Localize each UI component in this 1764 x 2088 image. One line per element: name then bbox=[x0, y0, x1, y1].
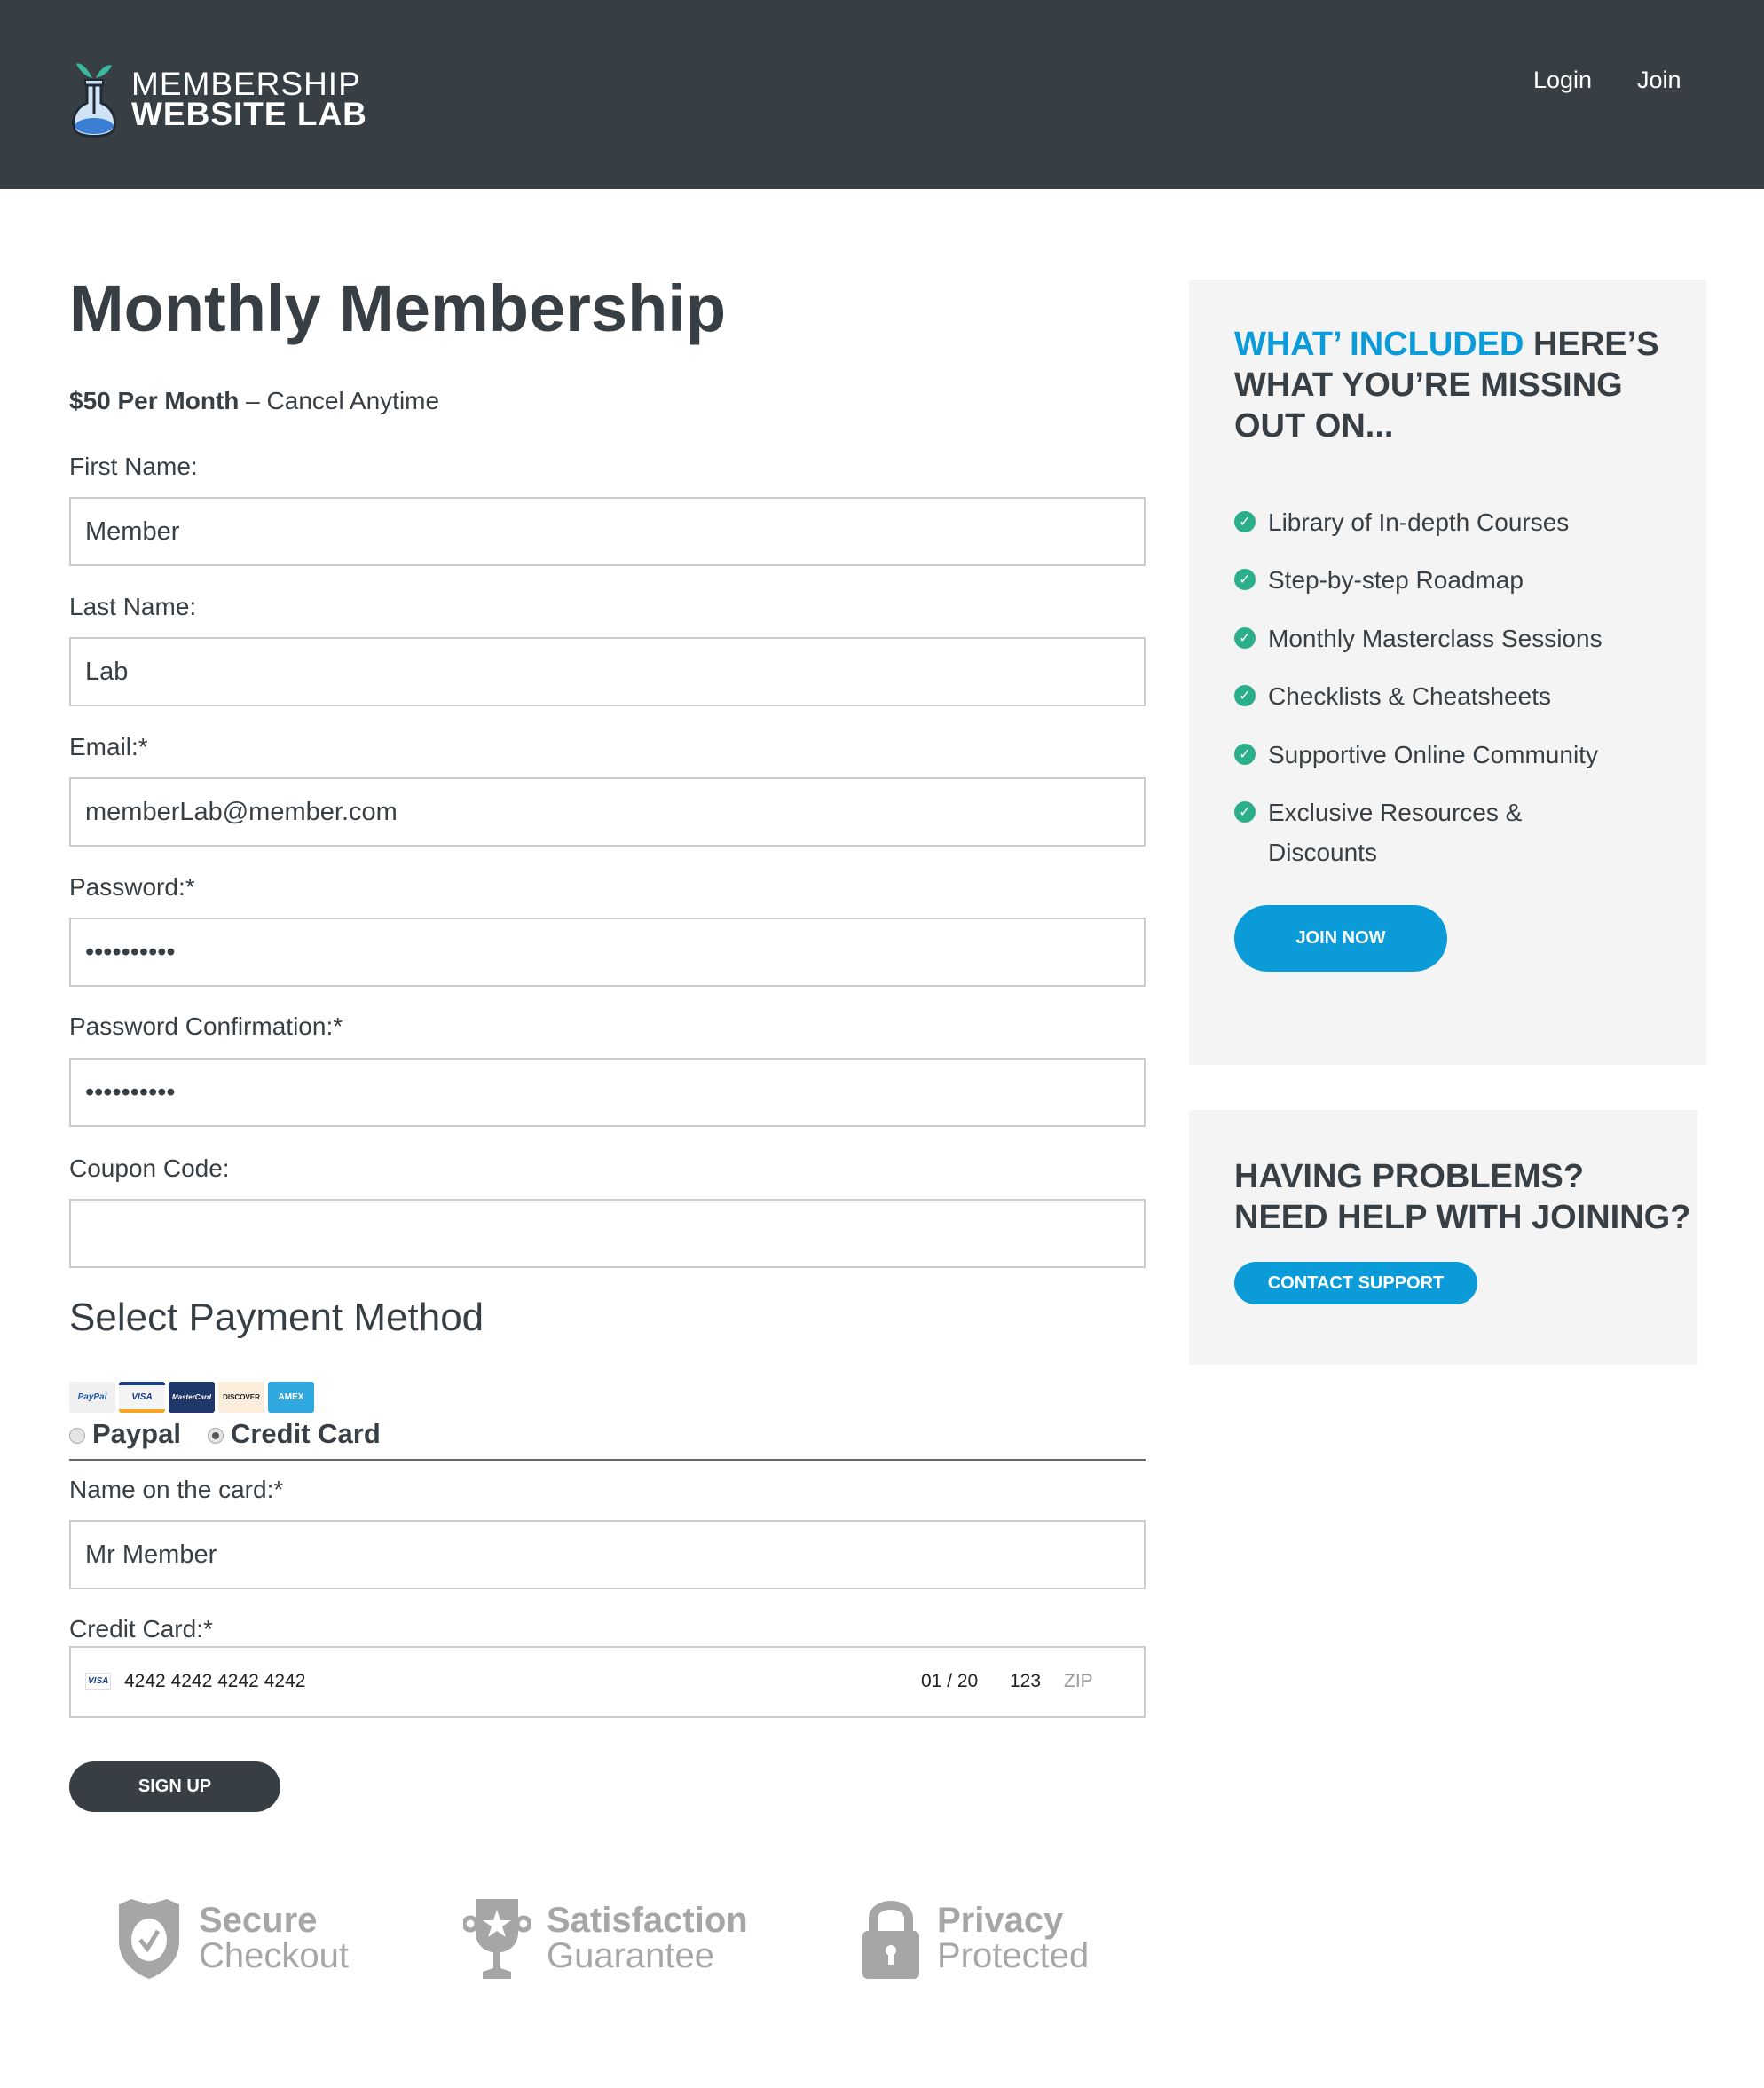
price-amount: $50 Per Month bbox=[69, 387, 240, 414]
page-title: Monthly Membership bbox=[69, 272, 727, 345]
check-circle-icon: ✓ bbox=[1234, 801, 1256, 823]
card-zip[interactable]: ZIP bbox=[1064, 1671, 1093, 1691]
credit-card-input[interactable] bbox=[69, 1646, 1146, 1718]
payment-options bbox=[69, 1418, 381, 1450]
trust-subtitle: Checkout bbox=[199, 1936, 349, 1975]
contact-support-button[interactable]: CONTACT SUPPORT bbox=[1234, 1262, 1477, 1304]
included-item-text: Checklists & Cheatsheets bbox=[1268, 682, 1552, 710]
included-item bbox=[1234, 619, 1603, 658]
name-on-card-input[interactable]: Mr Member bbox=[69, 1520, 1146, 1589]
included-item bbox=[1234, 792, 1589, 872]
coupon-input[interactable] bbox=[69, 1199, 1146, 1268]
trust-subtitle: Protected bbox=[937, 1936, 1090, 1975]
visa-card-icon: VISA bbox=[85, 1673, 111, 1690]
price-text bbox=[69, 387, 439, 415]
site-header bbox=[0, 0, 1764, 189]
discover-logo-icon: DISCOVER bbox=[218, 1382, 264, 1413]
included-item bbox=[1234, 735, 1598, 775]
amex-logo-icon: AMEX bbox=[268, 1382, 314, 1413]
check-circle-icon: ✓ bbox=[1234, 627, 1256, 649]
trust-satisfaction bbox=[463, 1897, 748, 1979]
trust-title: Satisfaction bbox=[547, 1901, 748, 1940]
included-item-text: Step-by-step Roadmap bbox=[1268, 566, 1524, 594]
check-circle-icon: ✓ bbox=[1234, 685, 1256, 706]
logo-line1: MEMBERSHIP bbox=[131, 66, 361, 102]
card-logos bbox=[69, 1382, 314, 1413]
name-on-card-label: Name on the card:* bbox=[69, 1476, 284, 1503]
included-item-text: Supportive Online Community bbox=[1268, 741, 1598, 768]
check-circle-icon: ✓ bbox=[1234, 744, 1256, 765]
email-label: Email:* bbox=[69, 733, 148, 760]
last-name-input[interactable]: Lab bbox=[69, 637, 1146, 706]
included-heading-rest: HERE’S WHAT YOU’RE MISSING OUT ON... bbox=[1234, 326, 1659, 445]
first-name-label: First Name: bbox=[69, 453, 198, 480]
credit-card-radio-label: Credit Card bbox=[230, 1418, 381, 1449]
help-heading-line2: NEED HELP WITH JOINING? bbox=[1234, 1199, 1691, 1236]
radio-selected-icon[interactable] bbox=[208, 1428, 224, 1444]
included-item-text: Library of In-depth Courses bbox=[1268, 508, 1570, 536]
trust-title: Privacy bbox=[937, 1901, 1064, 1940]
radio-icon[interactable] bbox=[69, 1428, 85, 1444]
included-item bbox=[1234, 560, 1524, 600]
flask-logo-icon bbox=[69, 59, 119, 140]
password-confirm-label: Password Confirmation:* bbox=[69, 1012, 343, 1040]
included-item-text: Monthly Masterclass Sessions bbox=[1268, 625, 1603, 652]
trust-privacy bbox=[861, 1897, 1089, 1979]
card-number[interactable]: 4242 4242 4242 4242 bbox=[124, 1671, 306, 1691]
first-name-input[interactable]: Member bbox=[69, 497, 1146, 566]
nav-join-link[interactable]: Join bbox=[1637, 67, 1681, 93]
payment-method-heading: Select Payment Method bbox=[69, 1296, 484, 1339]
help-heading-line1: HAVING PROBLEMS? bbox=[1234, 1158, 1585, 1195]
included-item bbox=[1234, 502, 1569, 542]
padlock-icon bbox=[861, 1897, 921, 1979]
shield-check-icon bbox=[115, 1897, 183, 1979]
trust-title: Secure bbox=[199, 1901, 318, 1940]
paypal-radio-label: Paypal bbox=[92, 1418, 181, 1449]
paypal-radio[interactable] bbox=[69, 1418, 181, 1450]
password-confirm-input[interactable]: •••••••••• bbox=[69, 1058, 1146, 1127]
check-circle-icon: ✓ bbox=[1234, 511, 1256, 532]
visa-logo-icon: VISA bbox=[119, 1382, 165, 1413]
card-cvc[interactable]: 123 bbox=[1010, 1671, 1042, 1691]
last-name-label: Last Name: bbox=[69, 593, 197, 620]
password-label: Password:* bbox=[69, 873, 195, 901]
trust-subtitle: Guarantee bbox=[547, 1936, 715, 1975]
join-now-button[interactable]: JOIN NOW bbox=[1234, 905, 1447, 972]
logo-line2: WEBSITE LAB bbox=[131, 96, 367, 132]
check-circle-icon: ✓ bbox=[1234, 569, 1256, 590]
price-note: – Cancel Anytime bbox=[239, 387, 440, 414]
password-input[interactable]: •••••••••• bbox=[69, 918, 1146, 987]
included-item bbox=[1234, 676, 1551, 716]
nav-login-link[interactable]: Login bbox=[1533, 67, 1593, 93]
included-item-text: Exclusive Resources & Discounts bbox=[1268, 799, 1523, 866]
trust-secure bbox=[115, 1897, 349, 1979]
credit-card-radio[interactable] bbox=[208, 1418, 381, 1450]
email-input[interactable]: memberLab@member.com bbox=[69, 777, 1146, 847]
coupon-label: Coupon Code: bbox=[69, 1154, 230, 1182]
card-expiry[interactable]: 01 / 20 bbox=[921, 1671, 979, 1691]
included-heading bbox=[1234, 324, 1678, 446]
paypal-logo-icon: PayPal bbox=[69, 1382, 115, 1413]
mastercard-logo-icon: MasterCard bbox=[169, 1382, 215, 1413]
sign-up-button[interactable]: SIGN UP bbox=[69, 1761, 280, 1812]
logo[interactable] bbox=[69, 59, 367, 140]
included-heading-accent: WHAT’ INCLUDED bbox=[1234, 326, 1524, 363]
divider bbox=[69, 1459, 1146, 1461]
credit-card-label: Credit Card:* bbox=[69, 1615, 213, 1643]
trophy-icon bbox=[463, 1897, 531, 1979]
